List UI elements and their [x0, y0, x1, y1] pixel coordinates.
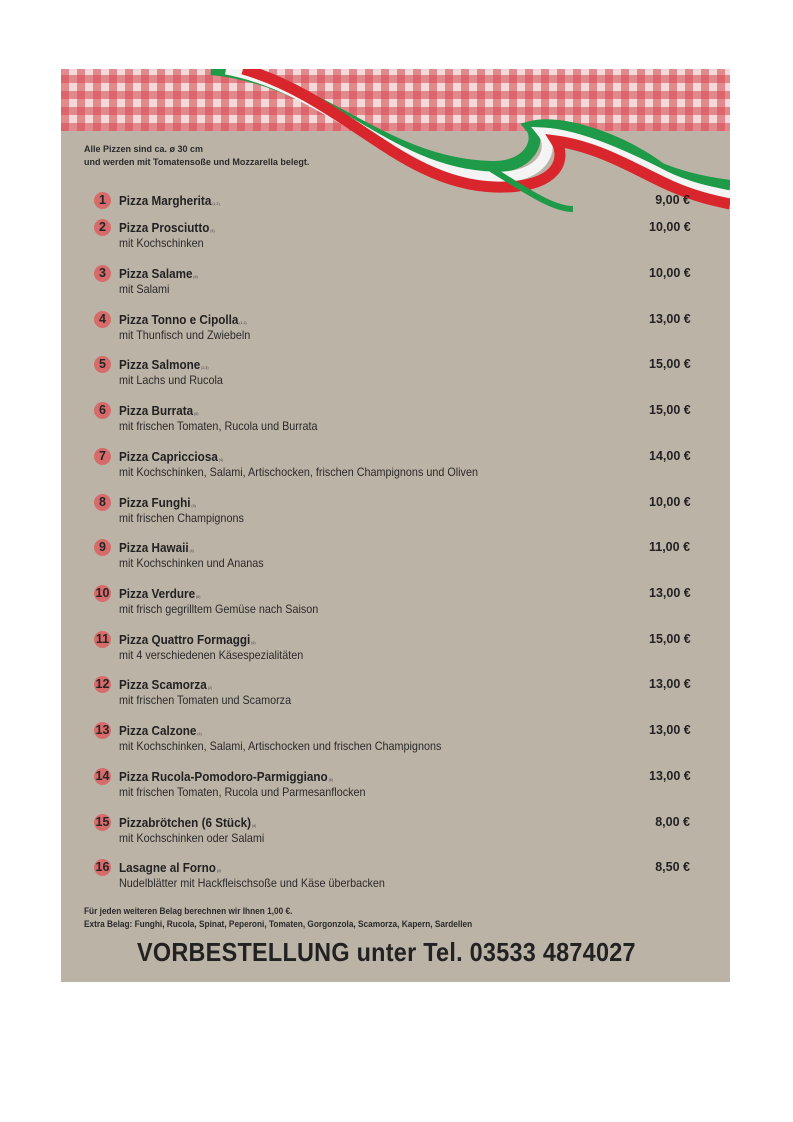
item-name-text: Pizza Salmone — [119, 357, 201, 372]
menu-item — [94, 631, 694, 671]
item-name-text: Pizza Margherita — [119, 193, 212, 208]
item-number-badge: 4 — [94, 311, 111, 328]
allergen-note: (6) — [328, 777, 333, 782]
item-number-badge: 6 — [94, 402, 111, 419]
allergen-note: (2,3) — [201, 365, 209, 370]
item-price: 8,00 € — [655, 815, 690, 829]
item-description: mit frisch gegrilltem Gemüse nach Saison — [119, 602, 319, 616]
allergen-note: (6) — [195, 594, 201, 599]
menu-item — [94, 539, 694, 579]
item-number-badge: 7 — [94, 448, 111, 465]
allergen-note: (2) — [216, 868, 222, 873]
item-description: mit frischen Tomaten und Scamorza — [119, 693, 292, 707]
item-description: mit frischen Champignons — [119, 511, 244, 525]
item-description: mit Lachs und Rucola — [119, 373, 223, 387]
menu-item — [94, 448, 694, 488]
item-number-badge: 11 — [95, 632, 110, 646]
menu-item — [94, 814, 694, 854]
intro-size-note: Alle Pizzen sind ca. ø 30 cm — [84, 144, 204, 154]
item-number-badge: 15 — [95, 815, 110, 829]
item-price: 10,00 € — [649, 495, 691, 509]
preorder-phone-line: VORBESTELLUNG unter Tel. 03533 4874027 — [137, 937, 636, 967]
allergen-note: (4) — [210, 228, 215, 233]
menu-card — [61, 69, 730, 982]
item-name-text: Pizzabrötchen (6 Stück) — [119, 815, 251, 830]
item-description: mit Kochschinken, Salami, Artischocken, frischen Champignons und Oliven — [119, 465, 478, 479]
item-description: mit Salami — [119, 282, 170, 296]
menu-item — [94, 494, 694, 534]
menu-item — [94, 265, 694, 305]
item-number-badge: 10 — [95, 586, 110, 600]
item-price: 11,00 € — [649, 540, 691, 554]
item-name-text: Pizza Funghi — [119, 495, 191, 510]
item-description: Nudelblätter mit Hackfleischsoße und Käse überbacken — [119, 876, 385, 890]
allergen-note: (1,2) — [239, 320, 247, 325]
allergen-note: (4) — [191, 503, 196, 508]
item-number-badge: 1 — [94, 192, 111, 209]
item-description: mit frischen Tomaten, Rucola und Parmesanflocken — [119, 785, 366, 799]
allergen-note: (6) — [194, 411, 199, 416]
item-price: 13,00 € — [649, 723, 691, 737]
item-name-text: Lasagne al Forno — [119, 860, 216, 875]
item-number-badge: 16 — [95, 860, 110, 874]
item-number-badge: 14 — [95, 769, 110, 783]
item-name-text: Pizza Tonno e Cipolla — [119, 312, 239, 327]
menu-item — [94, 768, 694, 808]
item-name-text: Pizza Salame — [119, 266, 193, 281]
item-price: 15,00 € — [649, 357, 691, 371]
item-number-badge: 2 — [94, 219, 111, 236]
item-name-text: Pizza Verdure — [119, 586, 196, 601]
item-description: mit Kochschinken oder Salami — [119, 831, 265, 845]
item-name-text: Pizza Burrata — [119, 403, 194, 418]
item-name — [119, 192, 220, 212]
item-number-badge: 9 — [94, 539, 111, 556]
item-price: 13,00 € — [649, 312, 691, 326]
item-name-text: Pizza Prosciutto — [119, 220, 210, 235]
allergen-note: (4) — [218, 457, 224, 462]
item-number-badge: 13 — [95, 723, 110, 737]
item-description: mit frischen Tomaten, Rucola und Burrata — [119, 419, 318, 433]
item-name-text: Pizza Capricciosa — [119, 449, 218, 464]
item-price: 15,00 € — [649, 403, 691, 417]
item-price: 13,00 € — [649, 769, 691, 783]
menu-item — [94, 219, 694, 259]
menu-item — [94, 676, 694, 716]
item-name-text: Pizza Quattro Formaggi — [119, 632, 251, 647]
item-description: mit 4 verschiedenen Käsespezialitäten — [119, 648, 304, 662]
allergen-note: (6) — [251, 640, 256, 645]
menu-item — [94, 311, 694, 351]
allergen-note: (4) — [197, 731, 202, 736]
allergen-note: (4) — [251, 823, 257, 828]
item-description: mit Thunfisch und Zwiebeln — [119, 328, 251, 342]
item-number-badge: 12 — [95, 677, 110, 691]
menu-item — [94, 402, 694, 442]
item-price: 13,00 € — [649, 586, 691, 600]
menu-item — [94, 356, 694, 396]
item-name-text: Pizza Scamorza — [119, 677, 207, 692]
item-price: 8,50 € — [655, 860, 690, 874]
item-number-badge: 5 — [94, 356, 111, 373]
item-name-text: Pizza Calzone — [119, 723, 197, 738]
allergen-note: (6) — [193, 274, 198, 279]
item-number-badge: 3 — [94, 265, 111, 282]
intro-topping-note: und werden mit Tomatensoße und Mozzarella belegt. — [84, 157, 310, 167]
item-description: mit Kochschinken — [119, 236, 204, 250]
item-price: 15,00 € — [649, 632, 691, 646]
allergen-note: (4) — [189, 548, 194, 553]
item-number-badge: 8 — [94, 494, 111, 511]
item-name-text: Pizza Rucola-Pomodoro-Parmiggiano — [119, 769, 328, 784]
menu-item — [94, 585, 694, 625]
item-description: mit Kochschinken und Ananas — [119, 556, 264, 570]
extra-topping-list: Extra Belag: Funghi, Rucola, Spinat, Peperoni, Tomaten, Gorgonzola, Scamorza, Kapern, Sardellen — [84, 919, 473, 929]
item-price: 9,00 € — [655, 193, 690, 207]
allergen-note: (2) — [207, 685, 213, 690]
item-price: 10,00 € — [649, 220, 691, 234]
allergen-note: (1,2) — [212, 201, 220, 206]
extra-topping-price-note: Für jeden weiteren Belag berechnen wir Ihnen 1,00 €. — [84, 906, 293, 916]
item-price: 10,00 € — [649, 266, 691, 280]
menu-item — [94, 859, 694, 899]
item-price: 13,00 € — [649, 677, 691, 691]
item-price: 14,00 € — [649, 449, 691, 463]
menu-item — [94, 722, 694, 762]
item-name-text: Pizza Hawaii — [119, 540, 189, 555]
item-description: mit Kochschinken, Salami, Artischocken und frischen Champignons — [119, 739, 442, 753]
